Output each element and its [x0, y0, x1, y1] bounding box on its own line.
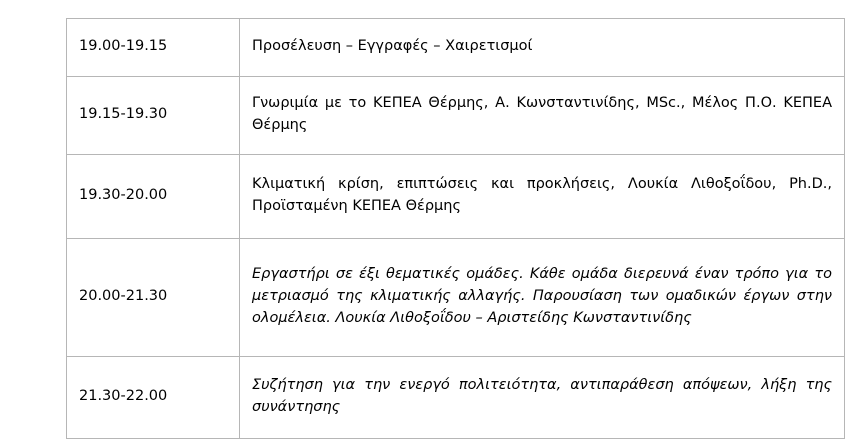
time-cell: 20.00-21.30 [67, 239, 240, 357]
table-row [67, 357, 845, 439]
time-cell: 19.00-19.15 [67, 19, 240, 77]
time-cell: 19.15-19.30 [67, 77, 240, 155]
schedule-table-body [67, 19, 845, 439]
description-cell: Κλιματική κρίση, επιπτώσεις και προκλήσεις, Λουκία Λιθοξοΐδου, Ph.D., Προϊσταμένη ΚΕΠΕΑ Θέρμης [240, 155, 845, 239]
schedule-table [66, 18, 845, 439]
table-row [67, 19, 845, 77]
description-cell: Συζήτηση για την ενεργό πολιτειότητα, αντιπαράθεση απόψεων, λήξη της συνάντησης [240, 357, 845, 439]
description-cell: Γνωριμία με το ΚΕΠΕΑ Θέρμης, Α. Κωνσταντινίδης, MSc., Μέλος Π.Ο. ΚΕΠΕΑ Θέρμης [240, 77, 845, 155]
time-cell: 19.30-20.00 [67, 155, 240, 239]
description-cell: Εργαστήρι σε έξι θεματικές ομάδες. Κάθε ομάδα διερευνά έναν τρόπο για το μετριασμό της κλιματικής αλλαγής. Παρουσίαση των ομαδικών έργων στην ολομέλεια. Λουκία Λιθοξοΐδου – Αριστείδης Κωνσταντινίδης [240, 239, 845, 357]
time-cell: 21.30-22.00 [67, 357, 240, 439]
table-row [67, 155, 845, 239]
table-row [67, 239, 845, 357]
description-cell: Προσέλευση – Εγγραφές – Χαιρετισμοί [240, 19, 845, 77]
table-row [67, 77, 845, 155]
